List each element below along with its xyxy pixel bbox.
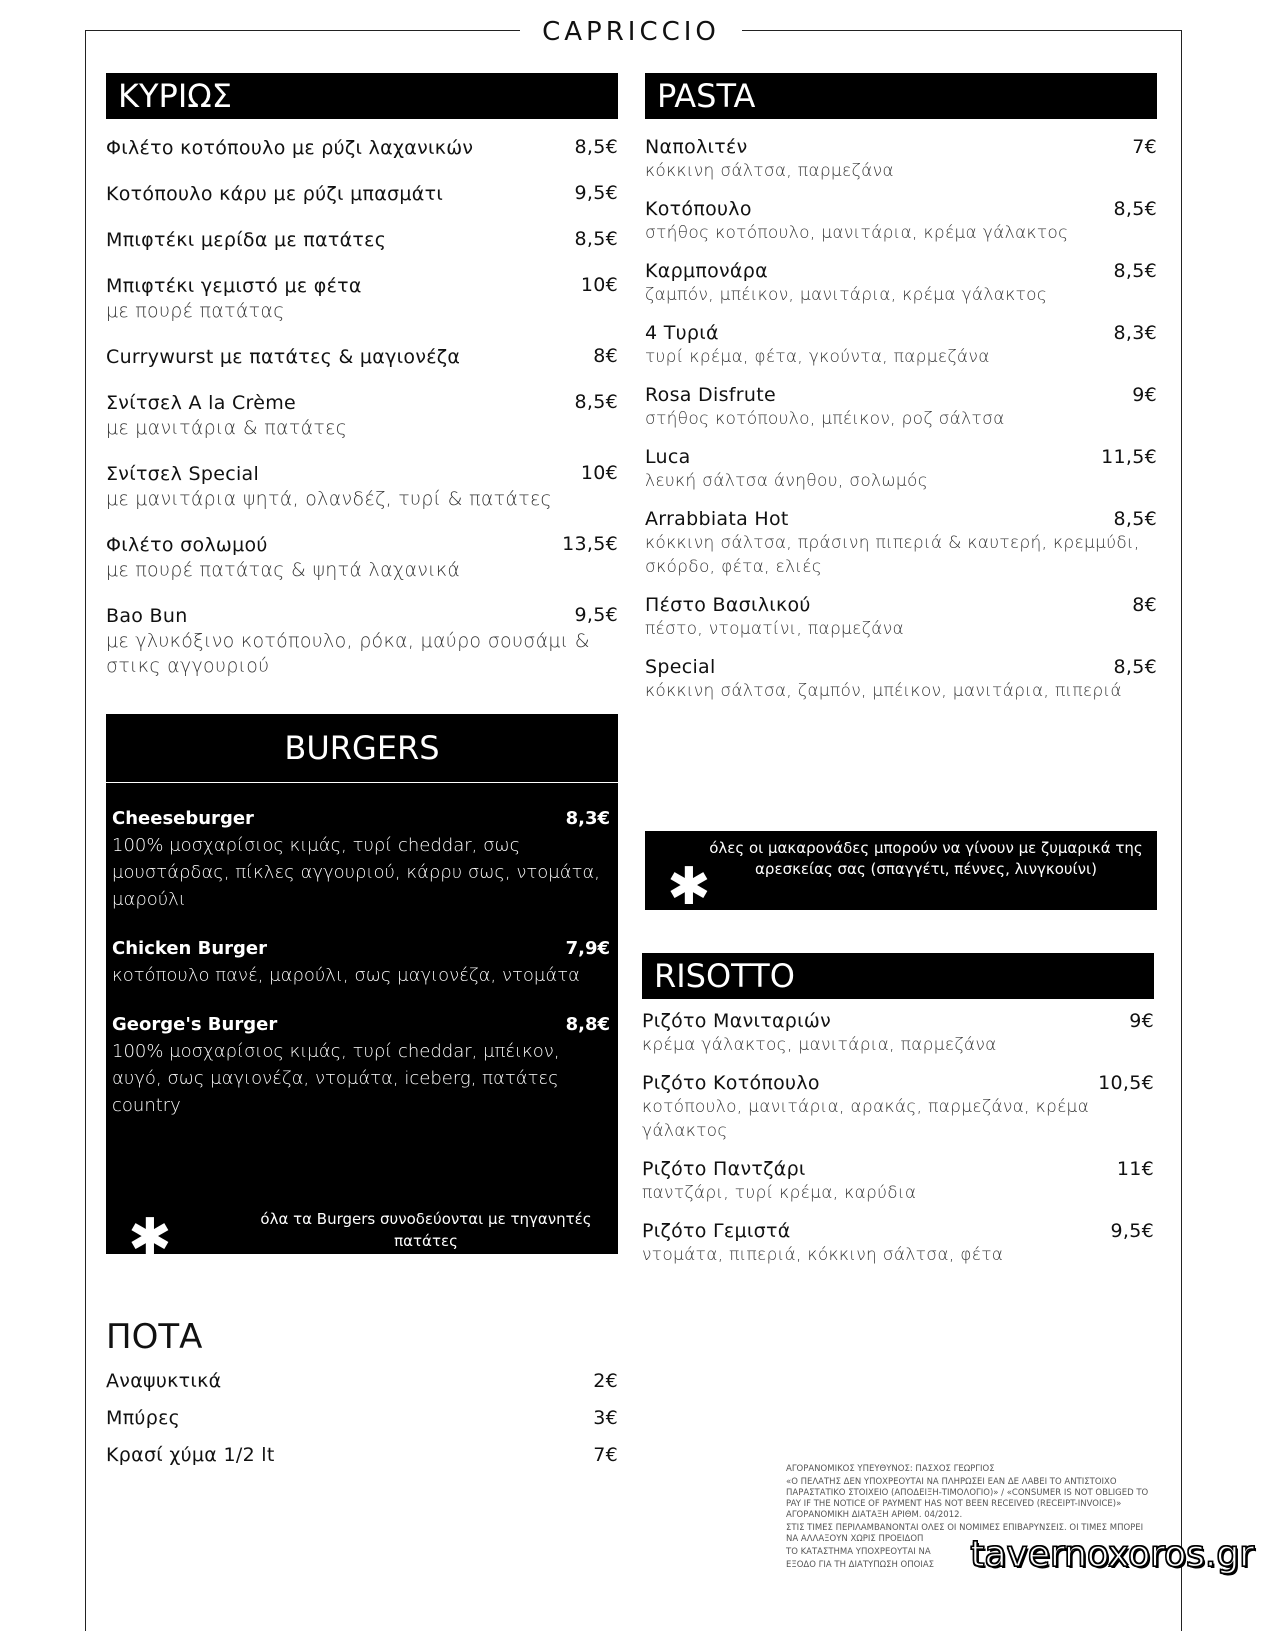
item-price: 9€	[1132, 384, 1157, 406]
item-description: με πουρέ πατάτας & ψητά λαχανικά	[106, 559, 461, 581]
menu-item	[645, 445, 1157, 493]
item-name: Chicken Burger	[112, 938, 268, 959]
asterisk-icon: ✱	[128, 1208, 172, 1268]
menu-item	[106, 135, 618, 161]
item-price: 13,5€	[562, 533, 618, 555]
item-description: πέστο, ντοματίνι, παρμεζάνα	[645, 619, 904, 639]
item-price: 8,3€	[1113, 322, 1157, 344]
asterisk-icon: ✱	[667, 857, 711, 917]
menu-item	[106, 532, 618, 583]
item-name: Ριζότο Κοτόπουλο	[642, 1072, 820, 1094]
menu-item	[106, 181, 618, 207]
menu-item	[106, 273, 618, 324]
item-name: Special	[645, 656, 716, 678]
item-description: λευκή σάλτσα άνηθου, σολωμός	[645, 471, 929, 491]
burger-item	[112, 805, 610, 913]
legal-line: ΕΞΟΔΟ ΓΙΑ ΤΗ ΔΙΑΤΥΠΩΣΗ ΟΠΟΙΑΣ	[786, 1560, 935, 1570]
item-name: 4 Τυριά	[645, 322, 719, 344]
risotto-section	[642, 953, 1154, 1267]
item-description: 100% μοσχαρίσιος κιμάς, τυρί cheddar, μπέικον, αυγό, σως μαγιονέζα, ντομάτα, iceberg, πατάτες country	[112, 1041, 560, 1116]
item-name: Φιλέτο κοτόπουλο με ρύζι λαχανικών	[106, 137, 474, 159]
item-description: με γλυκόξινο κοτόπουλο, ρόκα, μαύρο σουσάμι & στικς αγγουριού	[106, 630, 590, 677]
legal-line: ΑΓΟΡΑΝΟΜΙΚΟΣ ΥΠΕΥΘΥΝΟΣ: ΠΑΣΧΟΣ ΓΕΩΡΓΙΟΣ	[786, 1464, 995, 1474]
item-name: Arrabbiata Hot	[645, 508, 789, 530]
item-price: 8,5€	[1113, 260, 1157, 282]
item-name: George's Burger	[112, 1014, 278, 1035]
menu-item	[645, 507, 1157, 579]
item-price: 7,9€	[565, 938, 610, 959]
menu-item	[106, 1442, 618, 1469]
item-description: με μανιτάρια ψητά, ολανδέζ, τυρί & πατάτες	[106, 488, 552, 510]
item-description: με μανιτάρια & πατάτες	[106, 417, 348, 439]
burger-item	[112, 1011, 610, 1119]
menu-item	[106, 227, 618, 253]
menu-item	[645, 259, 1157, 307]
watermark: tavernoxoros.gr	[970, 1534, 1254, 1575]
item-price: 10€	[580, 462, 618, 484]
burgers-note: όλα τα Burgers συνοδεύονται με τηγανητές πατάτες	[260, 1210, 592, 1250]
item-name: Μπιφτέκι μερίδα με πατάτες	[106, 229, 387, 251]
pasta-section	[645, 73, 1157, 703]
item-name: Αναψυκτικά	[106, 1370, 222, 1392]
mains-section	[106, 73, 618, 679]
item-price: 2€	[593, 1370, 618, 1392]
item-name: Μπιφτέκι γεμιστό με φέτα	[106, 275, 362, 297]
item-price: 11€	[1116, 1158, 1154, 1180]
item-price: 8€	[1132, 594, 1157, 616]
item-description: τυρί κρέμα, φέτα, γκούντα, παρμεζάνα	[645, 347, 990, 367]
item-name: Καρμπονάρα	[645, 260, 768, 282]
item-description: στήθος κοτόπουλο, μανιτάρια, κρέμα γάλακτος	[645, 223, 1069, 243]
menu-item	[645, 135, 1157, 183]
drinks-list	[106, 1368, 618, 1469]
menu-item	[106, 461, 618, 512]
item-price: 8,3€	[565, 808, 610, 829]
item-description: ντομάτα, πιπεριά, κόκκινη σάλτσα, φέτα	[642, 1245, 1004, 1265]
item-description: 100% μοσχαρίσιος κιμάς, τυρί cheddar, σως μουστάρδας, πίκλες αγγουριού, κάρρυ σως, ντομάτα, μαρούλι	[112, 835, 601, 910]
burgers-section	[106, 714, 618, 1268]
brand-logo: CAPRICCIO	[520, 14, 742, 50]
item-name: Currywurst με πατάτες & μαγιονέζα	[106, 346, 461, 368]
item-name: Luca	[645, 446, 691, 468]
menu-item	[645, 383, 1157, 431]
item-price: 9,5€	[574, 604, 618, 626]
burgers-list	[106, 805, 618, 1119]
burger-item	[112, 935, 610, 989]
item-name: Cheeseburger	[112, 808, 254, 829]
item-price: 7€	[1132, 136, 1157, 158]
item-name: Ναπολιτέν	[645, 136, 748, 158]
item-price: 8,5€	[1113, 656, 1157, 678]
item-price: 9,5€	[1110, 1220, 1154, 1242]
pasta-note-box	[645, 831, 1157, 917]
legal-line: ΣΤΙΣ ΤΙΜΕΣ ΠΕΡΙΛΑΜΒΑΝΟΝΤΑΙ ΟΛΕΣ ΟΙ ΝΟΜΙΜΕΣ ΕΠΙΒΑΡΥΝΣΕΙΣ. ΟΙ ΤΙΜΕΣ ΜΠΟΡΕΙ ΝΑ ΑΛΛΑΞΟΥΝ ΧΩΡΙΣ ΠΡΟΕΙΔΟΠ	[786, 1523, 1144, 1544]
item-name: Κρασί χύμα 1/2 lt	[106, 1444, 275, 1466]
item-description: ζαμπόν, μπέικον, μανιτάρια, κρέμα γάλακτος	[645, 285, 1048, 305]
item-price: 10€	[580, 274, 618, 296]
item-price: 10,5€	[1098, 1072, 1154, 1094]
menu-item	[645, 655, 1157, 703]
item-price: 8,5€	[574, 228, 618, 250]
menu-item	[642, 1009, 1154, 1057]
item-description: κόκκινη σάλτσα, παρμεζάνα	[645, 161, 894, 181]
burgers-heading: BURGERS	[106, 714, 618, 783]
legal-line: «Ο ΠΕΛΑΤΗΣ ΔΕΝ ΥΠΟΧΡΕΟΥΤΑΙ ΝΑ ΠΛΗΡΩΣΕΙ ΕΑΝ ΔΕ ΛΑΒΕΙ ΤΟ ΑΝΤΙΣΤΟΙΧΟ ΠΑΡΑΣΤΑΤΙΚΟ ΣΤΟΙΧΕΙΟ (ΑΠΟΔΕΙΞΗ-ΤΙΜΟΛΟΓΙΟ)» / «CONSUMER IS NOT OBLIGED TO PAY IF THE NOTICE OF PAYMENT HAS NOT BEEN RECEIVED (RECEIPT-INVOICE)» ΑΓΟΡΑΝΟΜΙΚΗ ΔΙΑΤΑΞΗ ΑΡΙΘΜ. 04/2012.	[786, 1477, 1149, 1520]
menu-item	[106, 1405, 618, 1432]
menu-item	[645, 197, 1157, 245]
item-price: 8,5€	[1113, 198, 1157, 220]
item-name: Ριζότο Μανιταριών	[642, 1010, 831, 1032]
risotto-list	[642, 1009, 1154, 1267]
pasta-heading: PASTA	[645, 73, 1157, 119]
item-price: 8,5€	[574, 391, 618, 413]
item-name: Σνίτσελ Special	[106, 463, 260, 485]
menu-item	[106, 344, 618, 370]
menu-item	[645, 321, 1157, 369]
item-price: 7€	[593, 1444, 618, 1466]
menu-item	[642, 1157, 1154, 1205]
item-name: Κοτόπουλο κάρυ με ρύζι μπασμάτι	[106, 183, 444, 205]
item-description: κόκκινη σάλτσα, πράσινη πιπεριά & καυτερή, κρεμμύδι, σκόρδο, φέτα, ελιές	[645, 533, 1140, 577]
item-description: παντζάρι, τυρί κρέμα, καρύδια	[642, 1183, 917, 1203]
item-name: Μπύρες	[106, 1407, 181, 1429]
mains-list	[106, 135, 618, 679]
item-description: κοτόπουλο, μανιτάρια, αρακάς, παρμεζάνα, κρέμα γάλακτος	[642, 1097, 1090, 1141]
pasta-list	[645, 135, 1157, 703]
item-price: 8,5€	[1113, 508, 1157, 530]
item-name: Σνίτσελ A la Crème	[106, 392, 297, 414]
item-name: Ριζότο Παντζάρι	[642, 1158, 806, 1180]
item-name: Πέστο Βασιλικού	[645, 594, 811, 616]
item-name: Bao Bun	[106, 605, 188, 627]
item-name: Rosa Disfrute	[645, 384, 776, 406]
item-price: 3€	[593, 1407, 618, 1429]
item-name: Κοτόπουλο	[645, 198, 752, 220]
item-description: κοτόπουλο πανέ, μαρούλι, σως μαγιονέζα, ντομάτα	[112, 965, 580, 986]
item-name: Ριζότο Γεμιστά	[642, 1220, 791, 1242]
item-name: Φιλέτο σολωμού	[106, 534, 268, 556]
item-price: 8€	[593, 345, 618, 367]
menu-item	[106, 390, 618, 441]
mains-heading: ΚΥΡΙΩΣ	[106, 73, 618, 119]
legal-line: ΤΟ ΚΑΤΑΣΤΗΜΑ ΥΠΟΧΡΕΟΥΤΑΙ ΝΑ	[786, 1547, 931, 1557]
menu-item	[106, 603, 618, 679]
item-description: κόκκινη σάλτσα, ζαμπόν, μπέικον, μανιτάρια, πιπεριά	[645, 681, 1122, 701]
item-price: 8,8€	[565, 1014, 610, 1035]
menu-item	[642, 1219, 1154, 1267]
item-price: 8,5€	[574, 136, 618, 158]
menu-item	[106, 1368, 618, 1395]
item-description: με πουρέ πατάτας	[106, 300, 285, 322]
menu-item	[645, 593, 1157, 641]
item-description: στήθος κοτόπουλο, μπέικον, ροζ σάλτσα	[645, 409, 1005, 429]
drinks-heading: ΠΟΤΑ	[106, 1317, 203, 1357]
drinks-section	[106, 1316, 618, 1469]
item-price: 9,5€	[574, 182, 618, 204]
item-description: κρέμα γάλακτος, μανιτάρια, παρμεζάνα	[642, 1035, 997, 1055]
menu-item	[642, 1071, 1154, 1143]
item-price: 9€	[1129, 1010, 1154, 1032]
pasta-note: όλες οι μακαρονάδες μπορούν να γίνουν με ζυμαρικά της αρεσκείας σας (σπαγγέτι, πέννες, λινγκουίνι)	[709, 839, 1143, 878]
risotto-heading: RISOTTO	[642, 953, 1154, 999]
item-price: 11,5€	[1101, 446, 1157, 468]
